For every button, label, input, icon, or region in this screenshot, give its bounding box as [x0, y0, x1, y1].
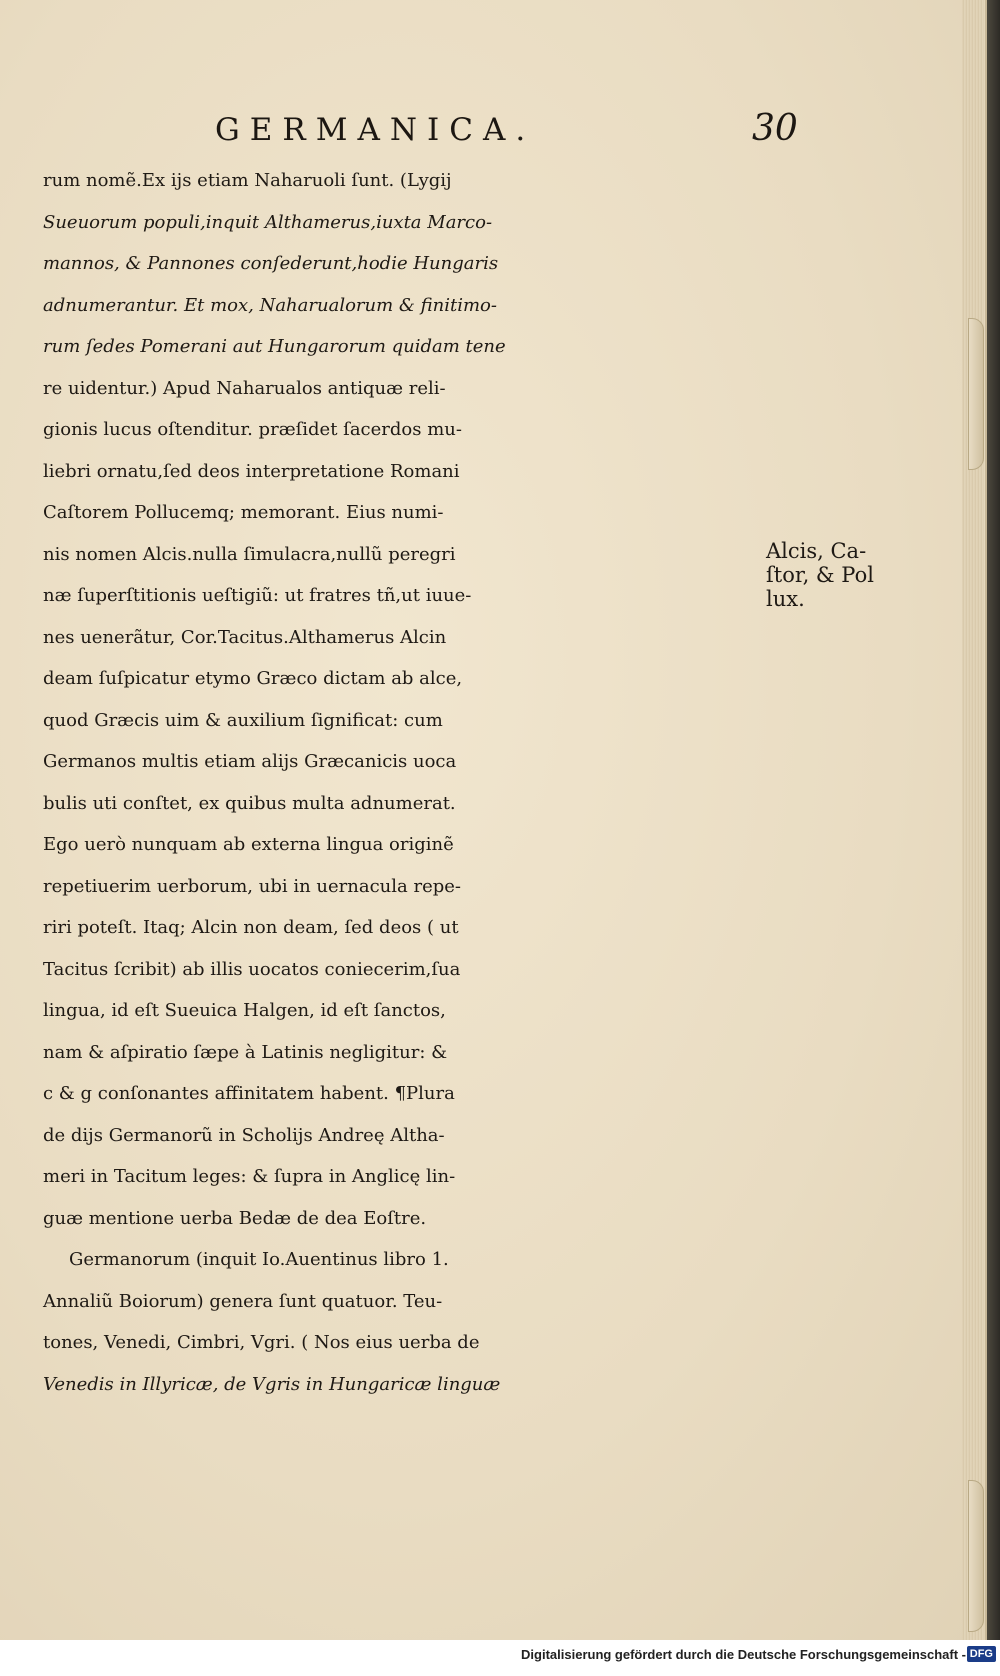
text-line: Caſtorem Pollucemq; memorant. Eius numi-: [43, 502, 444, 523]
text-line: Sueuorum populi,inquit Althamerus,iuxta Marco-: [43, 211, 493, 233]
text-line: re uidentur.) Apud Naharualos antiquæ reli-: [43, 377, 446, 399]
text-line: gionis lucus oſtenditur. præſidet ſacerdos mu-: [43, 419, 462, 440]
text-line: bulis uti conſtet, ex quibus multa adnumerat.: [43, 792, 456, 814]
running-head: GERMANICA.: [215, 112, 536, 148]
dfg-logo: DFG: [967, 1646, 996, 1662]
text-line: deam ſuſpicatur etymo Græco dictam ab alce,: [43, 668, 463, 689]
text-line: mannos, & Pannones conſederunt,hodie Hungaris: [43, 253, 499, 274]
marginal-note-line: lux.: [766, 587, 805, 611]
page-tab: [968, 318, 984, 470]
page-edge: [962, 0, 984, 1640]
text-line: Germanorum (inquit Io.Auentinus libro 1.: [69, 1249, 449, 1270]
text-line: Ego uerò nunquam ab externa lingua originẽ: [43, 834, 454, 855]
footer-credit: Digitalisierung gefördert durch die Deutsche Forschungsgemeinschaft -: [521, 1647, 966, 1662]
body-text: [43, 160, 763, 1405]
text-line: guæ mentione uerba Bedæ de dea Eoſtre.: [43, 1207, 427, 1229]
text-line: Tacitus ſcribit) ab illis uocatos coniecerim,ſua: [43, 958, 461, 980]
text-line: rum ſedes Pomerani aut Hungarorum quidam tene: [43, 336, 506, 357]
marginal-note-line: Alcis, Ca-: [766, 539, 867, 563]
text-line: repetiuerim uerborum, ubi in uernacula repe-: [43, 875, 461, 897]
text-line: Venedis in Illyricæ, de Vgris in Hungaricæ linguæ: [43, 1373, 501, 1395]
text-line: de dijs Germanorũ in Scholijs Andreę Altha-: [43, 1124, 445, 1146]
text-line: nes uenerãtur, Cor.Tacitus.Althamerus Alcin: [43, 626, 447, 648]
page-tab: [968, 1480, 984, 1632]
text-line: rum nomẽ.Ex ijs etiam Naharuoli ſunt. (Lygij: [43, 170, 452, 191]
text-line: tones, Venedi, Cimbri, Vgri. ( Nos eius uerba de: [43, 1332, 480, 1353]
text-line: quod Græcis uim & auxilium ſignificat: cum: [43, 709, 443, 731]
text-line: liebri ornatu,ſed deos interpretatione Romani: [43, 460, 460, 482]
text-line: nam & aſpiratio ſæpe à Latinis negligitur: &: [43, 1041, 448, 1063]
text-line: adnumerantur. Et mox, Naharualorum & finitimo-: [43, 294, 497, 316]
text-line: riri poteſt. Itaq; Alcin non deam, ſed deos ( ut: [43, 917, 459, 938]
text-line: nis nomen Alcis.nulla ſimulacra,nullũ peregri: [43, 543, 456, 565]
text-line: lingua, id eſt Sueuica Halgen, id eſt ſanctos,: [43, 1000, 446, 1021]
text-line: Germanos multis etiam alijs Græcanicis uoca: [43, 751, 457, 772]
text-line: næ ſuperſtitionis ueſtigiũ: ut fratres tñ,ut iuue-: [43, 585, 472, 606]
text-line: meri in Tacitum leges: & ſupra in Anglicę lin-: [43, 1166, 456, 1187]
page-number: 30: [752, 108, 798, 149]
marginal-note-line: ſtor, & Pol: [766, 563, 874, 587]
text-line: c & g conſonantes affinitatem habent. ¶Plura: [43, 1083, 455, 1104]
footer-bar: [0, 1640, 1000, 1676]
marginal-note: [766, 539, 916, 611]
text-line: Annaliũ Boiorum) genera ſunt quatuor. Teu-: [43, 1290, 443, 1312]
